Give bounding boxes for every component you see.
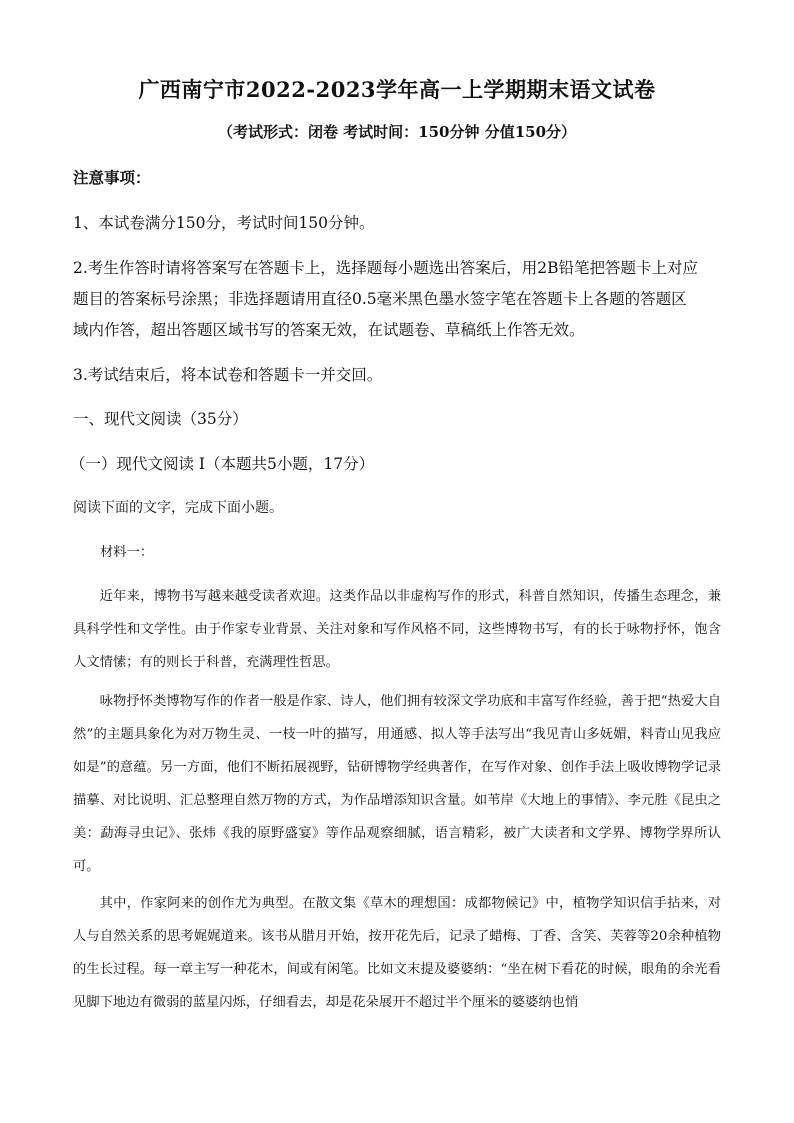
notice-heading: 注意事项： — [73, 168, 151, 187]
page-title: 广西南宁市2022-2023学年高一上学期期末语文试卷 — [138, 77, 656, 102]
material-label: 材料一： — [100, 545, 154, 560]
notice-item-2-line-1: 2.考生作答时请将答案写在答题卡上，选择题每小题选出答案后，用2B铅笔把答题卡上对应 — [73, 259, 699, 277]
paragraph-2: 咏物抒怀类博物写作的作者一般是作家、诗人，他们拥有较深文学功底和丰富写作经验，善于把“热爱大自然”的主题具象化为对万物生灵、一枝一叶的描写，用通感、拟人等手法写出“我见青山多妩媚，料青山见我应如是”的意蕴。另一方面，他们不断拓展视野，钻研博物学经典著作，在写作对象、创作手法上吸收博物学记录描摹、对比说明、汇总整理自然万物的方式，为作品增添知识含量。如苇岸《大地上的事情》、李元胜《昆虫之美：勐海寻虫记》、张炜《我的原野盛宴》等作品观察细腻，语言精彩，被广大读者和文学界、博物学界所认可。 — [73, 694, 721, 874]
notice-item-1: 1、本试卷满分150分，考试时间150分钟。 — [73, 214, 375, 232]
section-heading: 一、现代文阅读（35分） — [73, 410, 248, 428]
notice-item-2-line-3: 域内作答，超出答题区域书写的答案无效，在试题卷、草稿纸上作答无效。 — [73, 321, 585, 339]
exam-info: （考试形式：闭卷 考试时间：150分钟 分值150分） — [217, 123, 577, 141]
subsection-heading: （一）现代文阅读 I（本题共5小题，17分） — [70, 455, 375, 473]
instruction-text: 阅读下面的文字，完成下面小题。 — [73, 500, 283, 516]
notice-item-2-line-2: 题目的答案标号涂黑；非选择题请用直径0.5毫米黑色墨水签字笔在答题卡上各题的答题区 — [73, 290, 687, 308]
paragraph-3: 其中，作家阿来的创作尤为典型。在散文集《草木的理想国：成都物候记》中，植物学知识信手拈来，对人与自然关系的思考娓娓道来。该书从腊月开始，按开花先后，记录了蜡梅、丁香、含笑、芙蓉等20余种植物的生长过程。每一章主写一种花木，间或有闲笔。比如文末提及婆婆纳：“坐在树下看花的时候，眼角的余光看见脚下地边有微弱的蓝星闪烁，仔细看去，却是花朵展开不超过半个厘米的婆婆纳也悄 — [73, 896, 721, 1010]
notice-item-3: 3.考试结束后，将本试卷和答题卡一并交回。 — [73, 366, 383, 384]
paragraph-1: 近年来，博物书写越来越受读者欢迎。这类作品以非虚构写作的形式，科普自然知识，传播生态理念，兼具科学性和文学性。由于作家专业背景、关注对象和写作风格不同，这些博物书写，有的长于咏物抒怀，饱含人文情愫；有的则长于科普，充满理性哲思。 — [73, 589, 721, 670]
